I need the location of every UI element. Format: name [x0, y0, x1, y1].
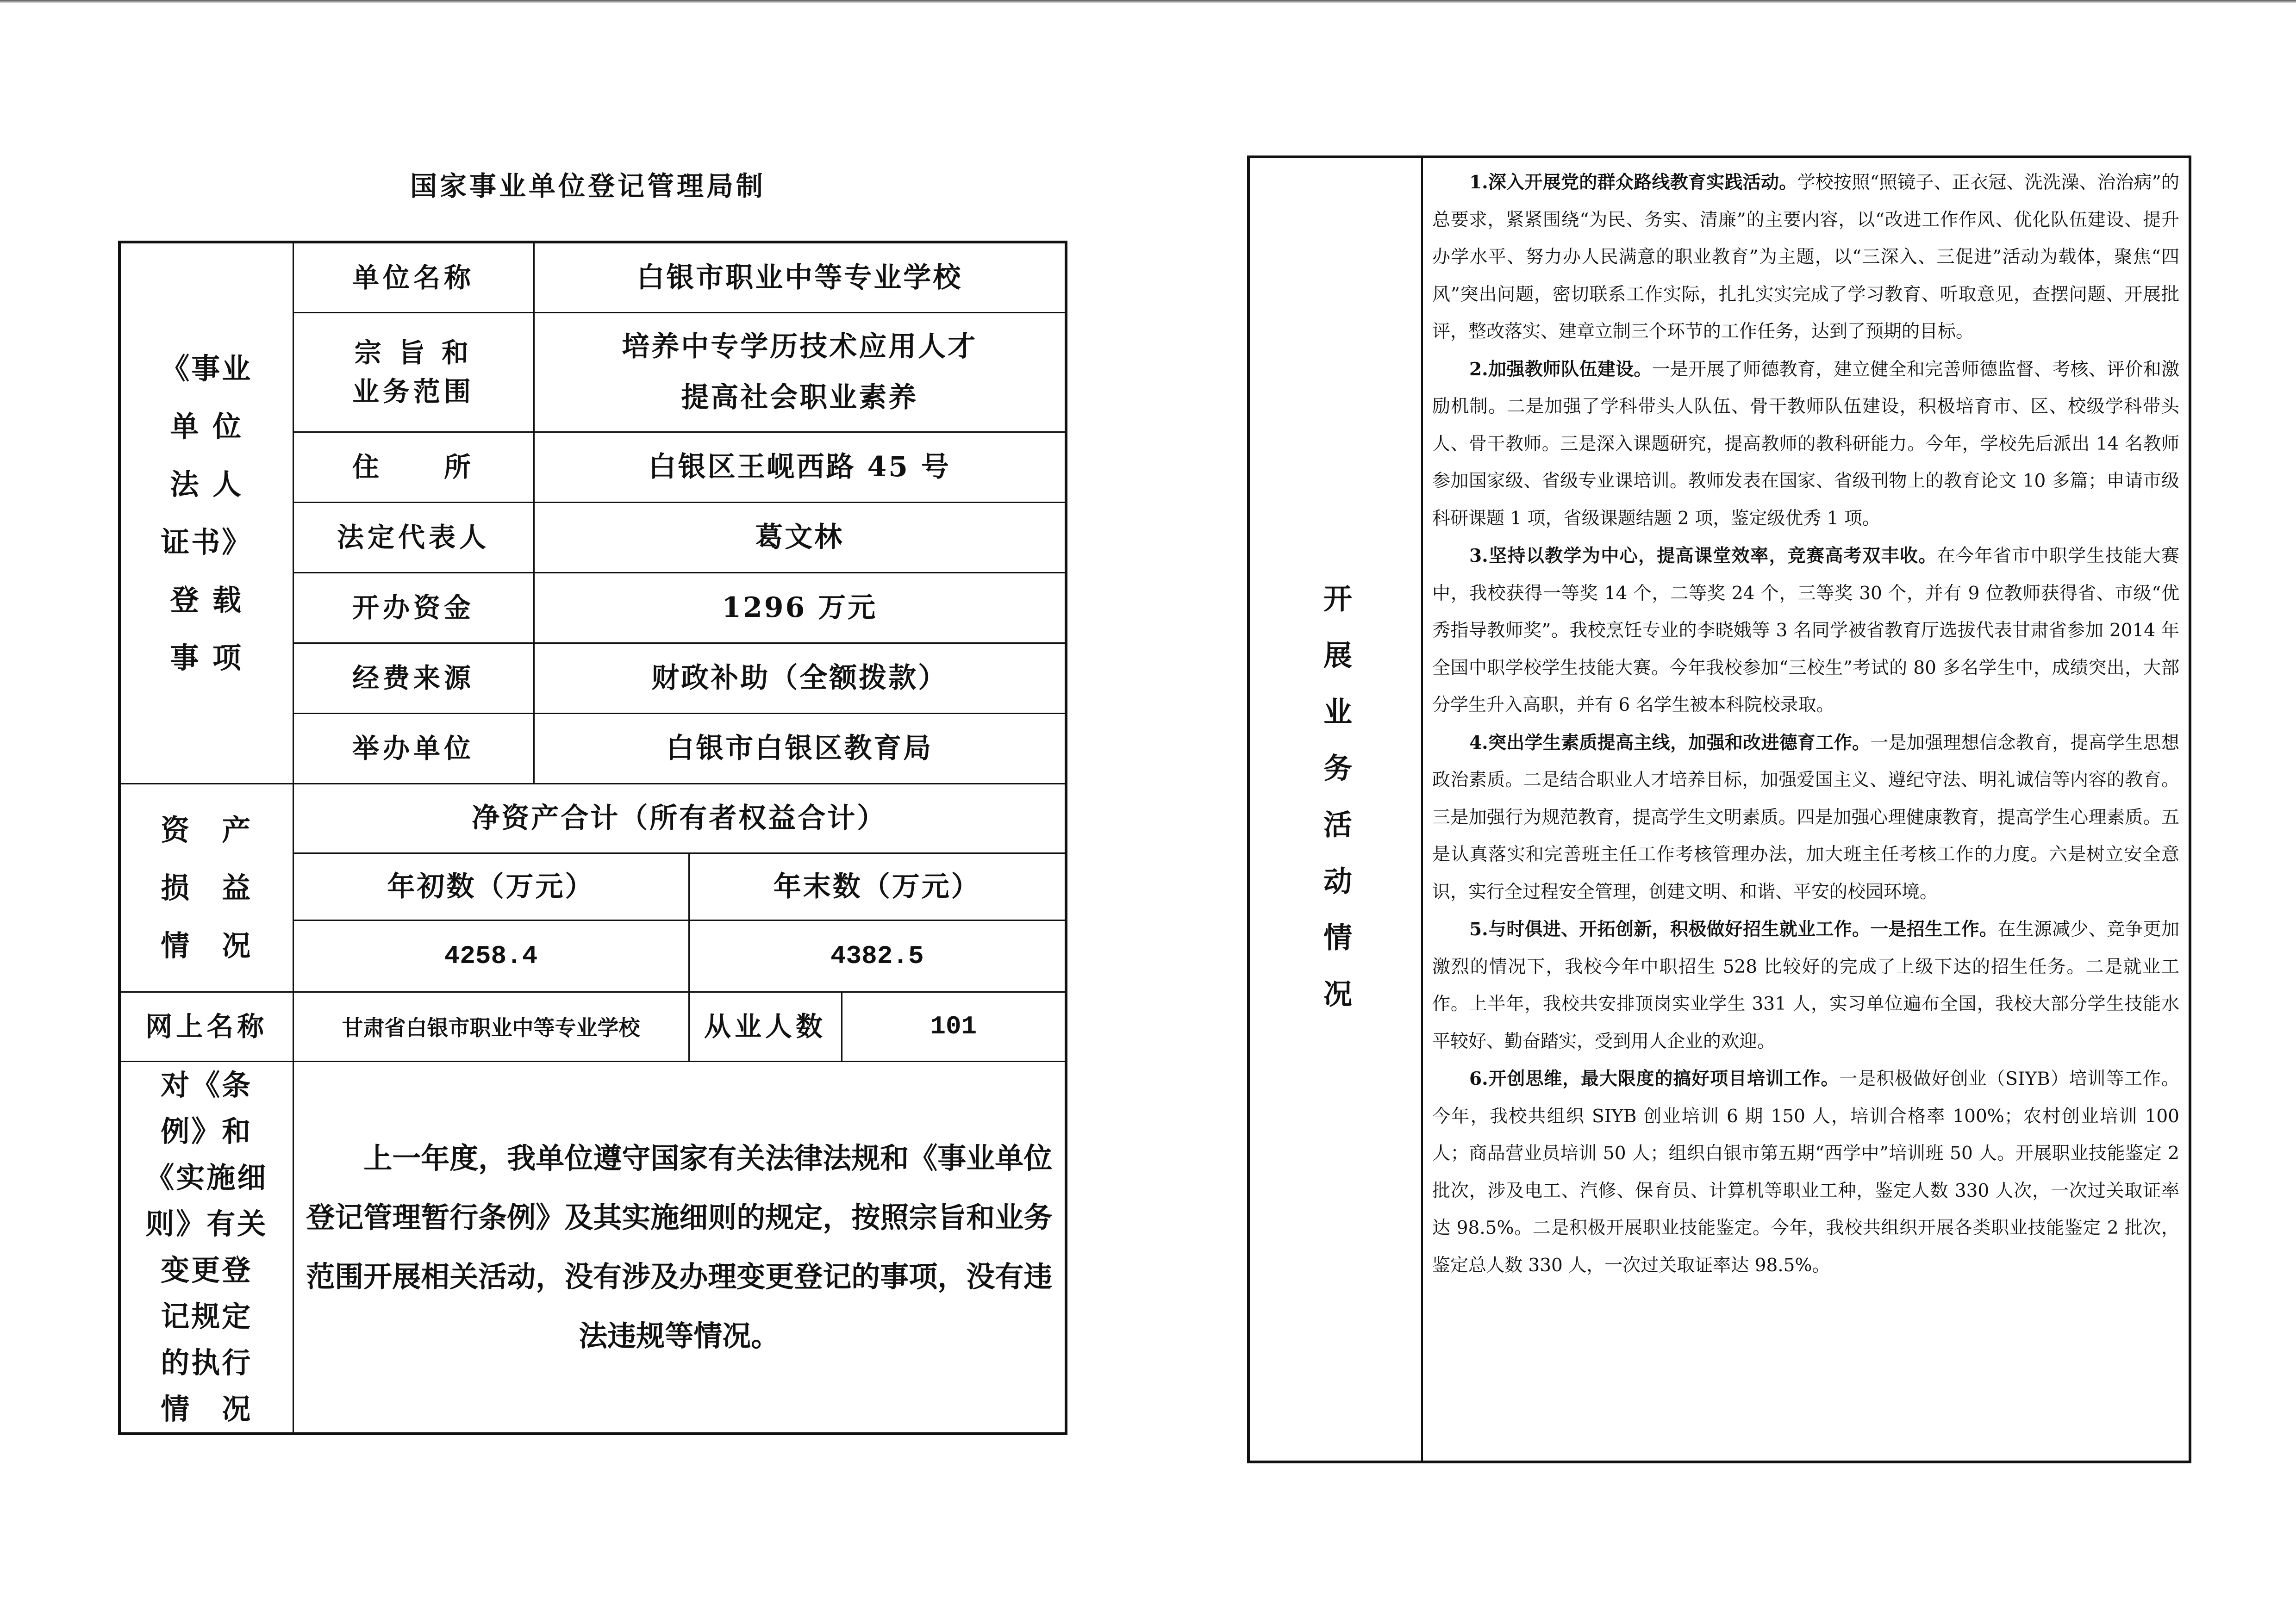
field-label-name: 单位名称 [293, 242, 534, 312]
field-value-funding: 财政补助（全额拨款） [534, 643, 1066, 713]
label-line: 单 位 [170, 409, 243, 443]
label-line: 记规定 [161, 1299, 253, 1333]
label-line: 损 益 [161, 871, 253, 905]
online-name-value: 甘肃省白银市职业中等专业学校 [293, 992, 689, 1061]
label-line: 《事业 [161, 351, 253, 386]
field-value-capital: 1296 万元 [534, 572, 1066, 643]
activities-label-column [1250, 158, 1423, 1461]
label-line: 则》有关 [145, 1206, 268, 1241]
label-line: 资 产 [161, 813, 253, 847]
activity-item: 2.加强教师队伍建设。一是开展了师德教育，建立健全和完善师德监督、考核、评价和激励机制。二是加强了学科带头人队伍、骨干教师队伍建设，积极培育市、区、校级学科带头人、骨干教师。三是深入课题研究，提高教师的教科研能力。今年，学校先后派出 14 名教师参加国家级、省级专业课培训。教师发表在国家、省级刊物上的教育论文 10 多篇；申请市级科研课题 1 项，省级课题结题 2 项，鉴定级优秀 1 项。 [1432, 358, 2179, 529]
activities-label: 开展业务活动情况 [1318, 584, 1353, 1035]
label-line: 变更登 [161, 1253, 253, 1287]
activities-text [1426, 164, 2179, 1461]
label-line: 登 载 [170, 583, 243, 617]
value-begin: 4258.4 [293, 920, 689, 992]
staff-count-label: 从业人数 [689, 992, 842, 1061]
activity-item: 6.开创思维，最大限度的搞好项目培训工作。一是积极做好创业（SIYB）培训等工作。今年，我校共组织 SIYB 创业培训 6 期 150 人，培训合格率 100%；农村创业培训 100 人；商品营业员培训 50 人；组织白银市第五期“西学中”培训班 50 人。开展职业技能鉴定 2 批次，涉及电工、汽修、保育员、计算机等职业工种，鉴定人数 330 人次，一次过关取证率达 98.5%。二是积极开展职业技能鉴定。今年，我校共组织开展各类职业技能鉴定 2 批次，鉴定总人数 330 人，一次过关取证率达 98.5%。 [1432, 1068, 2179, 1276]
label-line: 证书》 [161, 525, 253, 559]
activity-item: 1.深入开展党的群众路线教育实践活动。学校按照“照镜子、正衣冠、洗洗澡、治治病”的总要求，紧紧围绕“为民、务实、清廉”的主要内容，以“改进工作作风、优化队伍建设、提升办学水平、努力办人民满意的职业教育”为主题，以“三深入、三促进”活动为载体，聚焦“四风”突出问题，密切联系工作实际，扎扎实实完成了学习教育、听取意见，查摆问题、开展批评，整改落实、建章立制三个环节的工作任务，达到了预期的目标。 [1432, 172, 2179, 342]
label-line: 《实施细 [145, 1160, 268, 1194]
label-line: 法 人 [170, 467, 243, 501]
field-label-funding: 经费来源 [293, 643, 534, 713]
value-end: 4382.5 [689, 920, 1066, 992]
assets-section-label [119, 784, 293, 992]
label-line: 对《条 [161, 1068, 253, 1102]
field-value-address: 白银区王岘西路 45 号 [534, 432, 1066, 502]
label-line: 的执行 [161, 1345, 253, 1380]
field-value-purpose: 培养中专学历技术应用人才 提高社会职业素养 [534, 312, 1066, 432]
field-label-capital: 开办资金 [293, 572, 534, 643]
field-label-sponsor: 举办单位 [293, 713, 534, 784]
field-value-sponsor: 白银市白银区教育局 [534, 713, 1066, 784]
label-line: 事 项 [170, 640, 243, 675]
field-value-representative: 葛文林 [534, 502, 1066, 572]
activity-item: 3.坚持以教学为中心，提高课堂效率，竞赛高考双丰收。在今年省市中职学生技能大赛中，我校获得一等奖 14 个，二等奖 24 个，三等奖 30 个，并有 9 位教师获得省、市级“优秀指导教师奖”。我校烹饪专业的李晓娥等 3 名同学被省教育厅选拔代表甘肃省参加 2014 年全国中职学校学生技能大赛。今年我校参加“三校生”考试的 80 多名学生中，成绩突出，大部分学生升入高职，并有 6 名学生被本科院校录取。 [1432, 545, 2179, 715]
label-line: 情 况 [161, 928, 253, 963]
registration-table [118, 241, 1067, 1435]
activities-panel [1247, 155, 2191, 1463]
execution-section-label [119, 1061, 293, 1434]
scan-edge [0, 0, 2296, 3]
certificate-section-label [119, 242, 293, 784]
field-label-representative: 法定代表人 [293, 502, 534, 572]
field-label-purpose: 宗 旨 和 业务范围 [293, 312, 534, 432]
staff-count-value: 101 [842, 992, 1066, 1061]
label-line: 情 况 [161, 1392, 253, 1426]
page-title: 国家事业单位登记管理局制 [410, 170, 766, 202]
activity-item: 4.突出学生素质提高主线，加强和改进德育工作。一是加强理想信念教育，提高学生思想政治素质。二是结合职业人才培养目标，加强爱国主义、遵纪守法、明礼诚信等内容的教育。三是加强行为规范教育，提高学生文明素质。四是加强心理健康教育，提高学生心理素质。五是认真落实和完善班主任工作考核管理办法，加大班主任考核工作的力度。六是树立安全意识，实行全过程安全管理，创建文明、和谐、平安的校园环境。 [1432, 732, 2179, 902]
field-value-name: 白银市职业中等专业学校 [534, 242, 1066, 312]
execution-statement: 上一年度，我单位遵守国家有关法律法规和《事业单位登记管理暂行条例》及其实施细则的规定，按照宗旨和业务范围开展相关活动，没有涉及办理变更登记的事项，没有违法违规等情况。 [293, 1061, 1066, 1434]
col-end-header: 年末数（万元） [689, 853, 1066, 920]
col-begin-header: 年初数（万元） [293, 853, 689, 920]
net-assets-header: 净资产合计（所有者权益合计） [293, 784, 1066, 853]
field-label-address: 住 所 [293, 432, 534, 502]
online-name-label: 网上名称 [119, 992, 293, 1061]
activity-item: 5.与时俱进、开拓创新，积极做好招生就业工作。一是招生工作。在生源减少、竞争更加激烈的情况下，我校今年中职招生 528 比较好的完成了上级下达的招生任务。二是就业工作。上半年，我校共安排顶岗实业学生 331 人，实习单位遍布全国，我校大部分学生技能水平较好、勤奋踏实，受到用人企业的欢迎。 [1432, 919, 2179, 1052]
label-line: 例》和 [161, 1114, 253, 1148]
